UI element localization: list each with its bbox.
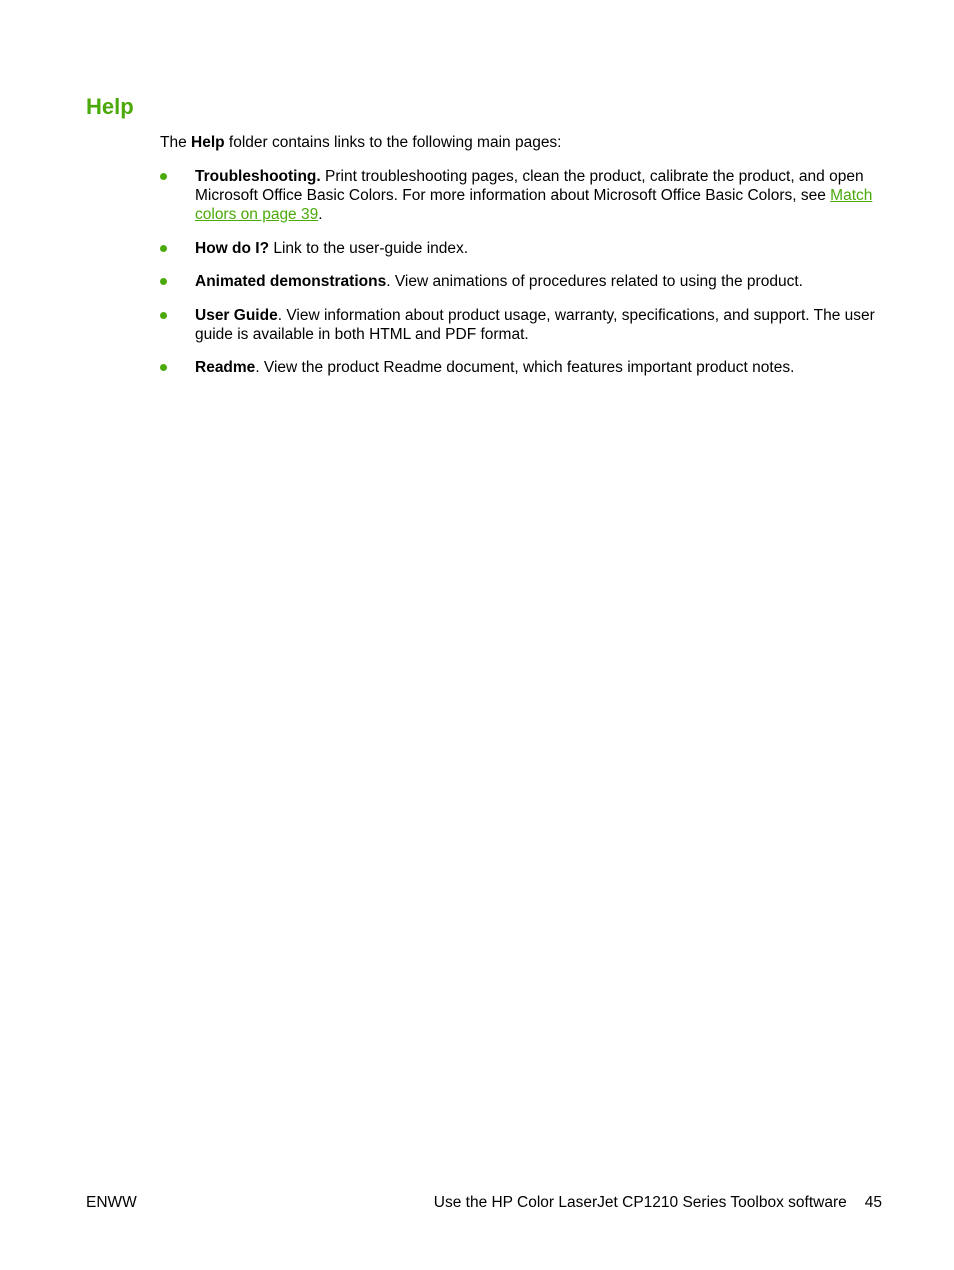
item-title: Troubleshooting. <box>195 168 321 185</box>
item-title: User Guide <box>195 306 278 324</box>
intro-paragraph <box>160 133 562 152</box>
item-text: Link to the user-guide index. <box>269 239 469 257</box>
intro-bold: Help <box>191 134 225 151</box>
bullet-dot-icon <box>160 278 167 285</box>
help-pages-list <box>160 167 890 392</box>
item-text: Print troubleshooting pages, clean the product, calibrate the product, and open Microsoft Office Basic Colors. For more information about Microsoft Office Basic Colors, see <box>195 168 864 204</box>
item-text: . View information about product usage, warranty, specifications, and support. The user guide is available in both HTML and PDF format. <box>195 306 875 343</box>
match-colors-link[interactable]: Match colors on page 39 <box>195 187 873 223</box>
footer-chapter-title: Use the HP Color LaserJet CP1210 Series Toolbox software <box>433 1194 847 1211</box>
item-title: Readme <box>195 359 256 376</box>
list-item-how-do-i <box>160 239 890 258</box>
intro-post: folder contains links to the following main pages: <box>224 134 562 151</box>
item-title: Animated demonstrations <box>195 273 387 290</box>
intro-pre: The <box>160 134 192 151</box>
list-item-user-guide <box>160 306 890 344</box>
item-text-after: . <box>318 206 323 223</box>
list-item-animated-demonstrations <box>160 272 890 291</box>
bullet-dot-icon <box>160 173 167 180</box>
list-item-readme <box>160 358 890 377</box>
list-item-troubleshooting <box>160 167 890 224</box>
footer-locale: ENWW <box>86 1194 137 1211</box>
item-title: How do I? <box>195 239 270 257</box>
bullet-dot-icon <box>160 245 167 252</box>
bullet-dot-icon <box>160 312 167 319</box>
footer-chapter <box>434 1193 882 1212</box>
item-text: . View animations of procedures related to using the product. <box>386 273 803 290</box>
item-text: . View the product Readme document, which features important product notes. <box>255 359 795 376</box>
page-number: 45 <box>864 1194 882 1211</box>
bullet-dot-icon <box>160 364 167 371</box>
section-heading: Help <box>86 94 134 119</box>
